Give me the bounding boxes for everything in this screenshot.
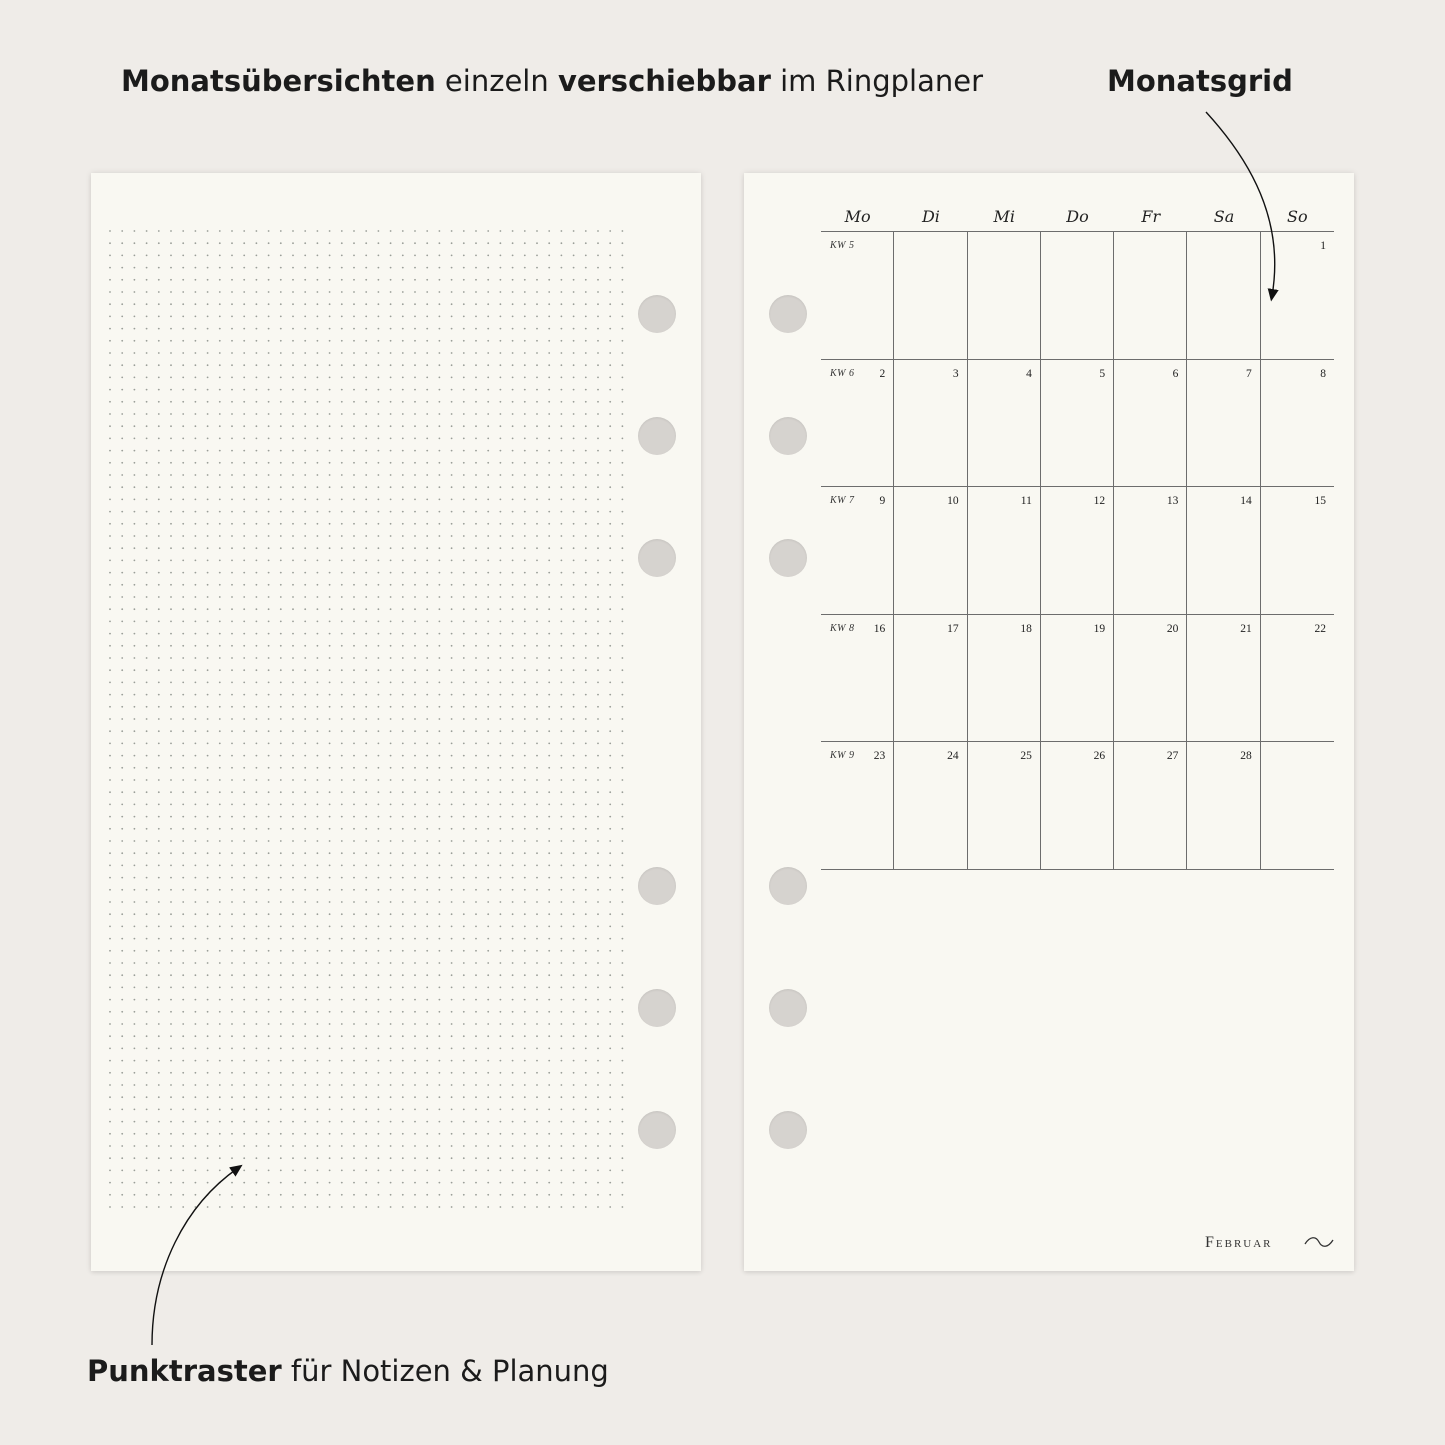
day-number: 5 (1099, 367, 1106, 380)
day-cell (1041, 615, 1114, 743)
caption-segment: verschiebbar (557, 64, 771, 98)
day-number: 4 (1026, 367, 1032, 380)
day-number: 1 (1320, 240, 1326, 252)
day-number: 7 (1245, 367, 1252, 380)
day-number: 12 (1093, 495, 1106, 507)
weekday-label: Mi (993, 207, 1015, 226)
caption-monatsgrid (1107, 64, 1293, 98)
week-number: KW 8 (830, 622, 855, 634)
month-calendar (821, 203, 1334, 870)
day-cell (821, 615, 894, 743)
punch-hole (638, 539, 676, 577)
punch-hole (638, 1111, 676, 1149)
week-number: KW 5 (830, 240, 855, 251)
punch-hole (638, 989, 676, 1027)
day-number: 13 (1166, 495, 1179, 507)
punch-hole (638, 295, 676, 333)
day-number: 20 (1166, 622, 1179, 635)
week-number: KW 9 (830, 750, 855, 761)
weekday-label: So (1287, 207, 1308, 226)
day-number: 3 (952, 367, 959, 380)
punch-hole (769, 539, 807, 577)
weekday-label: Do (1066, 207, 1089, 226)
day-number: 8 (1320, 367, 1326, 380)
day-number: 21 (1240, 622, 1252, 635)
day-number: 14 (1240, 495, 1252, 507)
day-cell (1041, 487, 1114, 615)
caption-punktraster (87, 1354, 609, 1388)
day-cell (1187, 615, 1260, 743)
calendar-grid (821, 231, 1334, 870)
day-cell (1114, 742, 1187, 870)
weekday-label: Sa (1213, 207, 1235, 226)
day-cell (1187, 360, 1260, 488)
day-number: 19 (1093, 622, 1106, 635)
dot-grid (91, 173, 701, 1271)
caption-segment: Punktraster (87, 1354, 282, 1388)
caption-segment: für Notizen & Planung (281, 1354, 609, 1388)
day-number: 16 (873, 622, 886, 635)
day-number: 18 (1020, 622, 1032, 635)
dot-grid-page (91, 173, 701, 1271)
day-cell (1187, 232, 1260, 360)
punch-hole (638, 417, 676, 455)
day-number: 9 (879, 495, 886, 507)
weekday-label: Mo (844, 207, 871, 226)
day-number: 11 (1020, 495, 1032, 507)
day-cell (1261, 615, 1334, 743)
day-cell (1187, 487, 1260, 615)
day-cell (1114, 360, 1187, 488)
day-cell (894, 615, 967, 743)
day-cell (821, 487, 894, 615)
day-cell (1041, 360, 1114, 488)
punch-hole (769, 867, 807, 905)
weekday-label: Di (921, 207, 940, 226)
day-number: 17 (947, 622, 959, 635)
day-cell (968, 742, 1041, 870)
day-cell (1041, 742, 1114, 870)
day-cell (894, 360, 967, 488)
day-number: 6 (1172, 367, 1179, 380)
day-cell (1187, 742, 1260, 870)
caption-segment: Monatsübersichten (121, 64, 436, 98)
day-cell (1114, 487, 1187, 615)
month-label: Februar (1205, 1234, 1273, 1251)
day-number: 23 (873, 750, 886, 762)
day-cell (894, 742, 967, 870)
day-number: 27 (1166, 750, 1179, 762)
day-cell (1114, 615, 1187, 743)
day-number: 10 (947, 495, 959, 507)
day-cell (1261, 360, 1334, 488)
day-number: 26 (1093, 750, 1106, 762)
day-cell (1261, 742, 1334, 870)
punch-hole (769, 989, 807, 1027)
day-cell (821, 742, 894, 870)
weekday-header (821, 203, 1334, 231)
punch-hole (769, 295, 807, 333)
day-cell (968, 360, 1041, 488)
day-number: 28 (1240, 750, 1252, 762)
week-number: KW 6 (830, 367, 855, 379)
day-number: 15 (1314, 495, 1326, 507)
day-cell (1114, 232, 1187, 360)
day-cell (1261, 232, 1334, 360)
caption-segment: einzeln (435, 64, 558, 98)
day-number: 24 (947, 750, 959, 762)
day-cell (968, 232, 1041, 360)
month-grid-page (744, 173, 1354, 1271)
punch-hole (769, 417, 807, 455)
caption-top (121, 64, 984, 98)
caption-segment: im Ringplaner (770, 64, 984, 98)
day-cell (821, 360, 894, 488)
day-number: 2 (879, 367, 886, 380)
weekday-label: Fr (1141, 207, 1161, 226)
day-cell (1041, 232, 1114, 360)
day-cell (821, 232, 894, 360)
punch-hole (769, 1111, 807, 1149)
day-cell (894, 232, 967, 360)
day-number: 22 (1314, 622, 1326, 635)
day-cell (968, 615, 1041, 743)
day-cell (968, 487, 1041, 615)
day-cell (1261, 487, 1334, 615)
punch-hole (638, 867, 676, 905)
day-number: 25 (1020, 750, 1032, 762)
caption-segment: Monatsgrid (1107, 64, 1293, 98)
week-number: KW 7 (830, 495, 855, 506)
tilde-icon (1304, 1234, 1334, 1250)
day-cell (894, 487, 967, 615)
